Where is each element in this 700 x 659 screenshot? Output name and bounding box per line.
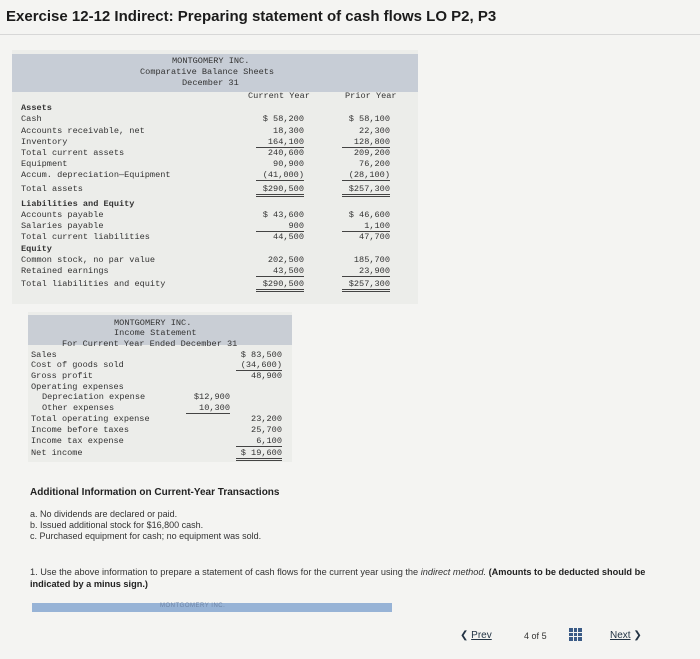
bs-row-current: 900 (256, 221, 304, 232)
prev-label: Prev (471, 630, 492, 641)
chevron-left-icon: ❮ (460, 630, 469, 641)
chevron-right-icon: ❯ (633, 630, 642, 641)
bs-row-current: $290,500 (256, 184, 304, 197)
question-method: indirect method. (420, 567, 487, 577)
is-row-label: Gross profit (31, 371, 93, 381)
bs-row-current: (41,000) (256, 170, 304, 181)
bs-row-prior: $ 58,100 (348, 114, 390, 124)
is-row-amount: 23,200 (251, 414, 282, 424)
bs-row-label: Liabilities and Equity (21, 199, 135, 209)
additional-item-a: a. No dividends are declared or paid. (30, 509, 178, 519)
is-row-amount: (34,600) (236, 360, 282, 371)
bs-row-prior: 76,200 (359, 159, 390, 169)
bs-row-label: Inventory (21, 137, 68, 147)
exercise-title: Exercise 12-12 Indirect: Preparing statement of cash flows LO P2, P3 (6, 8, 497, 25)
bs-row-label: Salaries payable (21, 221, 104, 231)
bs-row-current: 43,500 (256, 266, 304, 277)
bs-row-label: Retained earnings (21, 266, 109, 276)
bs-row-prior: 47,700 (359, 232, 390, 242)
is-row-label: Income tax expense (31, 436, 124, 446)
bs-row-label: Total liabilities and equity (21, 279, 166, 289)
is-company: MONTGOMERY INC. (114, 318, 192, 328)
is-row-amount: 25,700 (251, 425, 282, 435)
is-row-label: Depreciation expense (42, 392, 146, 402)
bs-row-label: Accounts payable (21, 210, 104, 220)
is-row-inner-amount: $12,900 (193, 392, 230, 402)
is-row-amount: 6,100 (236, 436, 282, 447)
bs-row-current: 90,900 (273, 159, 304, 169)
bs-row-prior: $257,300 (342, 279, 390, 292)
next-button[interactable] (610, 630, 642, 641)
is-row-label: Operating expenses (31, 382, 124, 392)
bs-row-prior: 23,900 (342, 266, 390, 277)
income-statement-image (28, 312, 292, 462)
grid-icon[interactable] (569, 628, 582, 641)
bs-company: MONTGOMERY INC. (172, 56, 250, 66)
next-label: Next (610, 630, 631, 641)
bs-row-prior: 185,700 (353, 255, 390, 265)
bs-row-current: 202,500 (267, 255, 304, 265)
is-row-label: Cost of goods sold (31, 360, 124, 370)
bs-row-label: Total current liabilities (21, 232, 150, 242)
additional-item-c: c. Purchased equipment for cash; no equipment was sold. (30, 531, 262, 541)
is-row-label: Total operating expense (31, 414, 150, 424)
page-current: 4 (524, 631, 530, 641)
prev-button[interactable] (460, 630, 492, 641)
bs-row-current: 164,100 (256, 137, 304, 148)
bs-row-current: 240,600 (267, 148, 304, 158)
bs-row-prior: (28,100) (342, 170, 390, 181)
bs-date: December 31 (182, 78, 239, 88)
page-total: 5 (541, 631, 547, 641)
is-row-inner-amount: 10,300 (186, 403, 230, 414)
bs-row-label: Total current assets (21, 148, 125, 158)
bs-row-label: Cash (21, 114, 42, 124)
bs-row-prior: $257,300 (342, 184, 390, 197)
bs-row-label: Total assets (21, 184, 83, 194)
bs-row-prior: 22,300 (359, 126, 390, 136)
answer-table-company: MONTGOMERY INC. (160, 603, 226, 609)
bs-row-prior: $ 46,600 (348, 210, 390, 220)
bs-row-current: $290,500 (256, 279, 304, 292)
bs-col-prior: Prior Year (345, 91, 397, 101)
title-divider (0, 34, 700, 35)
is-row-amount: $ 83,500 (240, 350, 282, 360)
bs-row-current: $ 43,600 (262, 210, 304, 220)
bs-row-label: Common stock, no par value (21, 255, 156, 265)
additional-item-b: b. Issued additional stock for $16,800 cash. (30, 520, 204, 530)
additional-info-heading: Additional Information on Current-Year Transactions (30, 487, 280, 498)
question-instruction (30, 566, 650, 590)
is-period: For Current Year Ended December 31 (62, 339, 238, 349)
bs-row-prior: 1,100 (342, 221, 390, 232)
bs-row-current: $ 58,200 (262, 114, 304, 124)
bs-row-prior: 128,800 (342, 137, 390, 148)
bs-row-label: Accounts receivable, net (21, 126, 145, 136)
bs-row-label: Assets (21, 103, 52, 113)
bs-col-current: Current Year (248, 91, 310, 101)
is-row-label: Other expenses (42, 403, 115, 413)
is-row-amount: 48,900 (251, 371, 282, 381)
page-of: of (531, 631, 540, 641)
bs-row-label: Equipment (21, 159, 68, 169)
is-statement-name: Income Statement (114, 328, 197, 338)
page-indicator (524, 631, 547, 641)
is-row-label: Net income (31, 448, 83, 458)
question-note: (Amounts to be deducted should be indicated by a minus sign.) (30, 567, 646, 589)
bs-statement-name: Comparative Balance Sheets (140, 67, 275, 77)
bs-row-label: Accum. depreciation—Equipment (21, 170, 171, 180)
is-row-label: Income before taxes (31, 425, 129, 435)
is-row-amount: $ 19,600 (236, 448, 282, 461)
bs-row-current: 18,300 (273, 126, 304, 136)
bs-row-prior: 209,200 (353, 148, 390, 158)
is-row-label: Sales (31, 350, 57, 360)
balance-sheet-image (12, 50, 418, 304)
bs-row-label: Equity (21, 244, 52, 254)
question-text: 1. Use the above information to prepare a statement of cash flows for the current year using the (30, 567, 421, 577)
bs-row-current: 44,500 (273, 232, 304, 242)
